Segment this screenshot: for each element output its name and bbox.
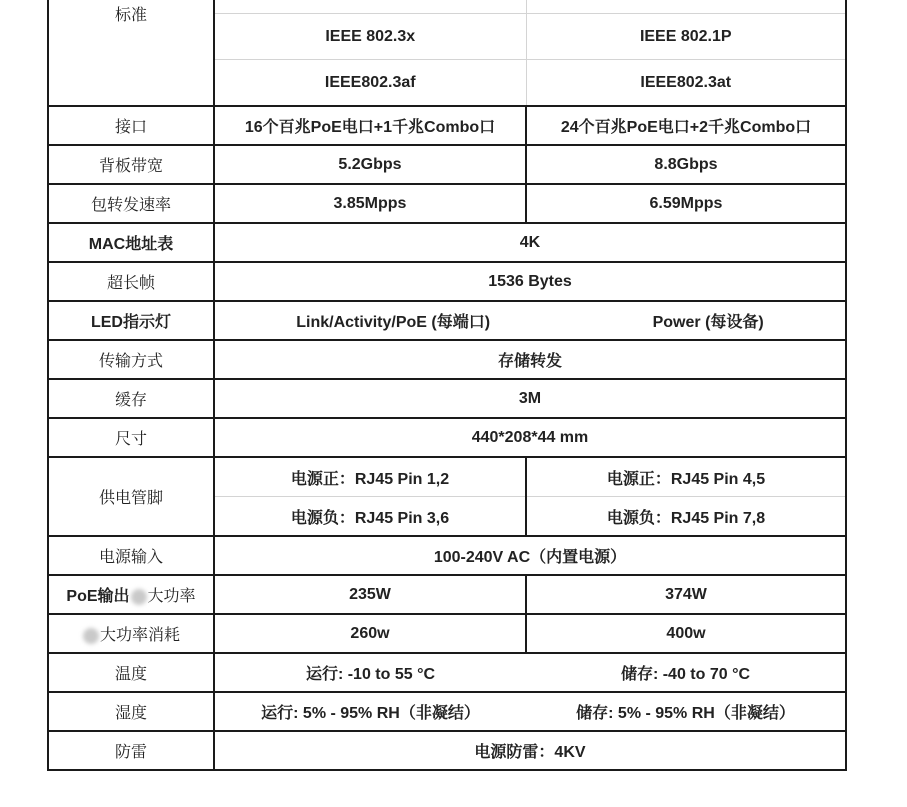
led-row — [48, 301, 846, 340]
humidity-label: 湿度 — [48, 692, 214, 731]
max-consumption-value-a: 260w — [214, 614, 526, 653]
buffer-row — [48, 379, 846, 418]
forwarding-value-b: 6.59Mpps — [526, 184, 846, 223]
mac-label: MAC地址表 — [48, 223, 214, 262]
humidity-value-b: 储存: 5% - 95% RH（非凝结） — [526, 692, 846, 731]
backplane-value-b: 8.8Gbps — [526, 145, 846, 184]
standard-cell — [214, 0, 526, 14]
pins-pos-b: 电源正：RJ45 Pin 4,5 — [526, 457, 846, 497]
blurred-char — [131, 589, 147, 605]
temperature-value-b: 储存: -40 to 70 °C — [526, 653, 846, 692]
poe-max-label-post: 大功率 — [147, 586, 196, 605]
standard-cell: IEEE 802.3x — [214, 14, 526, 60]
poe-max-label-pre: PoE输出 — [66, 588, 130, 605]
power-input-label: 电源输入 — [48, 536, 214, 575]
pins-neg-a: 电源负：RJ45 Pin 3,6 — [214, 497, 526, 537]
jumbo-value: 1536 Bytes — [214, 262, 846, 301]
pins-label: 供电管脚 — [48, 457, 214, 536]
interface-value-b: 24个百兆PoE电口+2千兆Combo口 — [526, 106, 846, 145]
backplane-value-a: 5.2Gbps — [214, 145, 526, 184]
humidity-row — [48, 692, 846, 731]
blurred-char — [83, 628, 99, 644]
transfer-row — [48, 340, 846, 379]
temperature-label: 温度 — [48, 653, 214, 692]
standard-cell: IEEE802.3at — [526, 60, 846, 106]
transfer-value: 存储转发 — [214, 340, 846, 379]
temperature-row — [48, 653, 846, 692]
led-value-a: Link/Activity/PoE (每端口) — [296, 314, 491, 331]
forwarding-row — [48, 184, 846, 223]
interface-value-a: 16个百兆PoE电口+1千兆Combo口 — [214, 106, 526, 145]
mac-value: 4K — [214, 223, 846, 262]
power-input-row — [48, 536, 846, 575]
max-consumption-value-b: 400w — [526, 614, 846, 653]
size-row — [48, 418, 846, 457]
backplane-label: 背板带宽 — [48, 145, 214, 184]
standard-cell — [526, 0, 846, 14]
power-input-value: 100-240V AC（内置电源） — [214, 536, 846, 575]
interface-row — [48, 106, 846, 145]
lightning-value: 电源防雷：4KV — [214, 731, 846, 770]
backplane-row — [48, 145, 846, 184]
buffer-label: 缓存 — [48, 379, 214, 418]
lightning-row — [48, 731, 846, 770]
jumbo-label: 超长帧 — [48, 262, 214, 301]
led-value-b: Power (每设备) — [652, 314, 764, 331]
poe-max-value-b: 374W — [526, 575, 846, 614]
size-label: 尺寸 — [48, 418, 214, 457]
forwarding-value-a: 3.85Mpps — [214, 184, 526, 223]
led-label: LED指示灯 — [48, 301, 214, 340]
pins-pos-a: 电源正：RJ45 Pin 1,2 — [214, 457, 526, 497]
standard-cell: IEEE802.3af — [214, 60, 526, 106]
transfer-label: 传输方式 — [48, 340, 214, 379]
poe-max-value-a: 235W — [214, 575, 526, 614]
pins-row — [48, 457, 846, 497]
buffer-value: 3M — [214, 379, 846, 418]
max-consumption-row — [48, 614, 846, 653]
size-value: 440*208*44 mm — [214, 418, 846, 457]
standard-row — [48, 0, 846, 14]
standard-label: 标准 — [48, 0, 214, 106]
poe-max-row — [48, 575, 846, 614]
pins-neg-b: 电源负：RJ45 Pin 7,8 — [526, 497, 846, 537]
max-consumption-label — [48, 614, 214, 653]
spec-table — [47, 0, 847, 771]
poe-max-label — [48, 575, 214, 614]
led-value — [214, 301, 846, 340]
lightning-label: 防雷 — [48, 731, 214, 770]
standard-cell: IEEE 802.1P — [526, 14, 846, 60]
mac-row — [48, 223, 846, 262]
humidity-value-a: 运行: 5% - 95% RH（非凝结） — [214, 692, 526, 731]
jumbo-row — [48, 262, 846, 301]
interface-label: 接口 — [48, 106, 214, 145]
temperature-value-a: 运行: -10 to 55 °C — [214, 653, 526, 692]
max-consumption-label-post: 大功率消耗 — [99, 625, 180, 644]
forwarding-label: 包转发速率 — [48, 184, 214, 223]
